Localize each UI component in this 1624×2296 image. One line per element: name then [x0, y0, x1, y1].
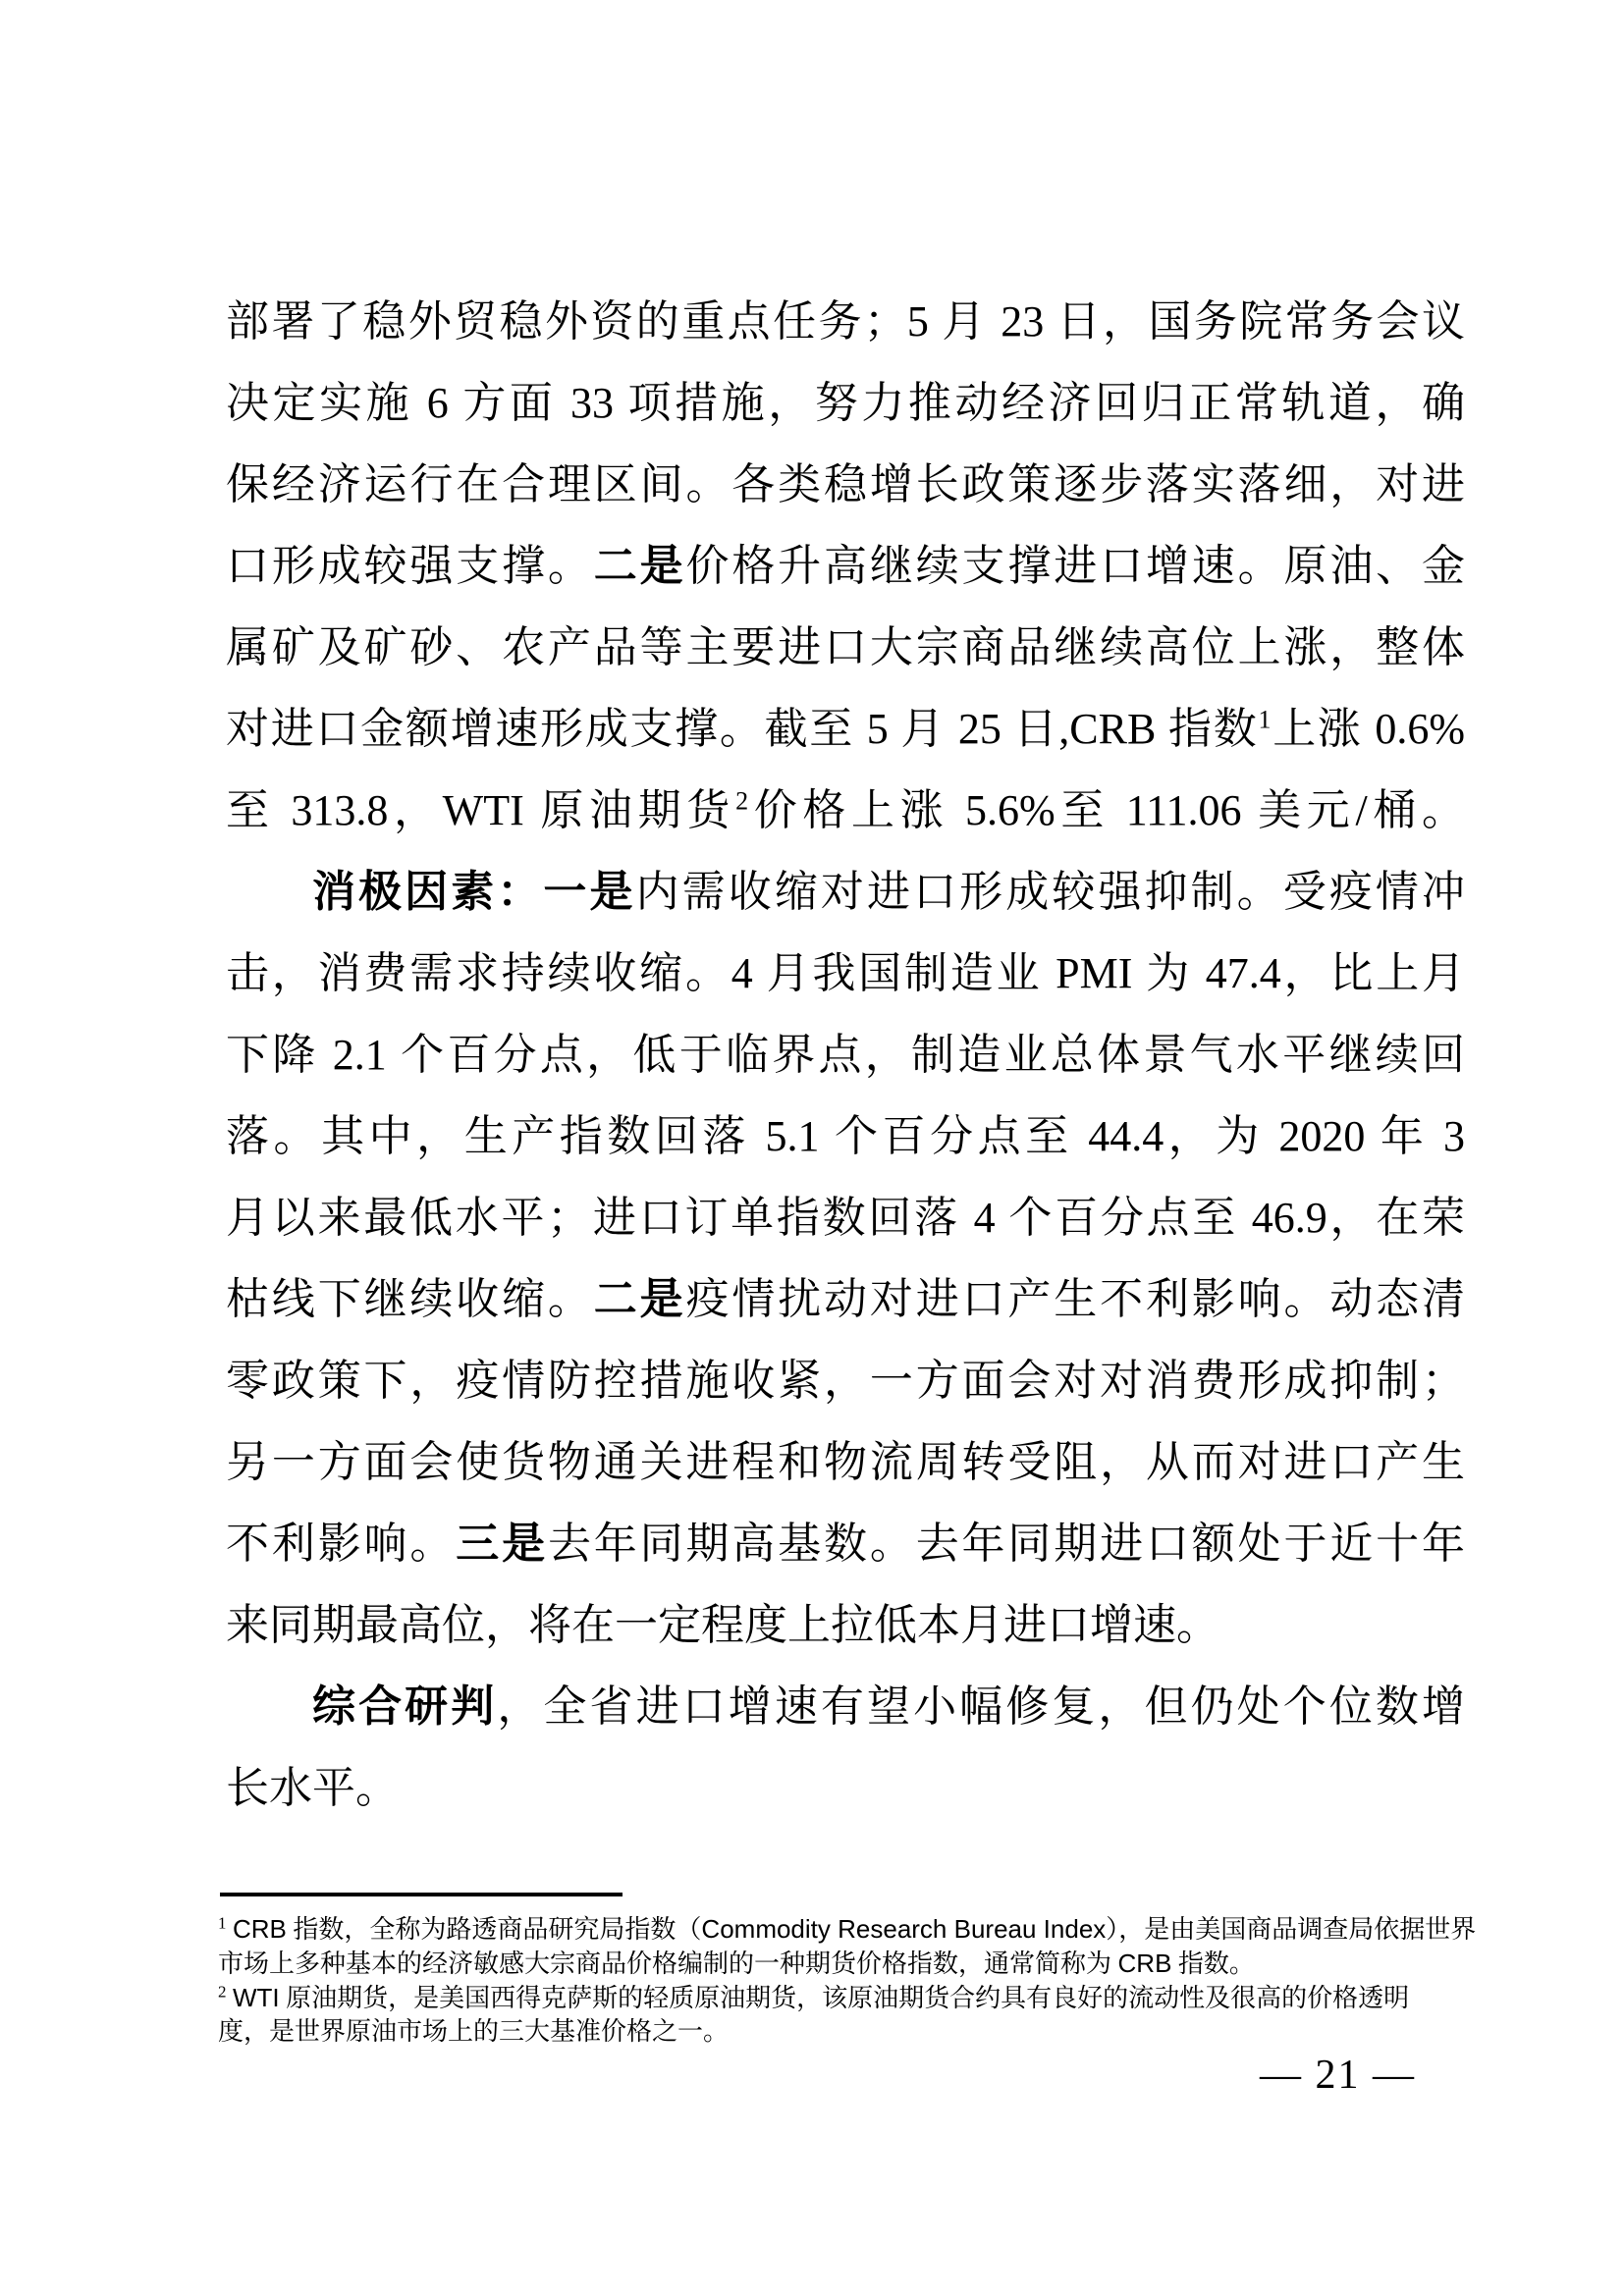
text-line — [226, 770, 1465, 851]
text-segment: ，全省进口增速有望小幅修复，但仍处个位数增 — [497, 1682, 1466, 1731]
text-segment: 决定实施 6 方面 33 项措施，努力推动经济回归正常轨道，确 — [226, 379, 1465, 427]
text-segment: 口形成较强支撑。 — [226, 542, 594, 590]
text-segment: 来同期最高位，将在一定程度上拉低本月进口增速。 — [226, 1601, 1219, 1649]
text-segment: 对进口金额增速形成支撑。截至 5 月 25 日,CRB 指数 — [226, 705, 1259, 753]
body-paragraph — [226, 851, 1465, 1666]
text-line — [226, 851, 1465, 933]
text-segment: WTI — [233, 1983, 280, 2012]
text-segment: 上涨 0.6% — [1271, 705, 1465, 753]
text-line — [226, 1095, 1465, 1177]
text-line — [218, 1947, 1408, 1981]
text-line — [226, 1421, 1465, 1503]
text-line — [226, 1747, 1465, 1829]
body-paragraph — [226, 1666, 1465, 1829]
text-line — [226, 1177, 1465, 1258]
footnote-ref: 1 — [218, 1913, 227, 1933]
text-line — [226, 362, 1465, 444]
document-body — [226, 281, 1465, 1829]
text-line — [226, 525, 1465, 607]
page-number: — 21 — — [1260, 2053, 1416, 2098]
text-segment: 指数。 — [1171, 1949, 1255, 1978]
text-segment: 零政策下，疫情防控措施收紧，一方面会对对消费形成抑制； — [226, 1357, 1465, 1405]
text-segment: 另一方面会使货物通关进程和物流周转受阻，从而对进口产生 — [226, 1438, 1465, 1486]
footnote-item — [218, 1912, 1477, 1981]
text-segment: 价格升高继续支撑进口增速。原油、金 — [685, 542, 1466, 590]
text-line — [226, 1014, 1465, 1095]
text-segment: 属矿及矿砂、农产品等主要进口大宗商品继续高位上涨，整体 — [226, 623, 1465, 671]
text-line — [226, 688, 1465, 770]
text-segment: 原油期货，是美国西得克萨斯的轻质原油期货，该原油期货合约具有良好的流动性及很高的价格透明 — [279, 1984, 1410, 2012]
footnote-ref: 1 — [1258, 705, 1272, 734]
text-segment: 价格上涨 5.6%至 111.06 美元/桶。 — [748, 786, 1465, 834]
footnote-separator — [220, 1893, 623, 1896]
text-segment: 部署了稳外贸稳外资的重点任务；5 月 23 日，国务院常务会议 — [226, 297, 1465, 346]
bold-text: 综合研判 — [312, 1682, 498, 1731]
text-segment: 度，是世界原油市场上的三大基准价格之一。 — [218, 2017, 730, 2046]
bold-text: 二是 — [593, 1275, 686, 1323]
bold-text: 消极因素：一是 — [312, 868, 636, 916]
footnote-list — [218, 1912, 1477, 2049]
bold-text: 三是 — [456, 1520, 548, 1568]
text-line — [226, 1503, 1465, 1584]
text-line — [218, 1912, 1477, 1947]
text-line — [226, 607, 1465, 688]
text-segment: 落。其中，生产指数回落 5.1 个百分点至 44.4，为 2020 年 3 — [226, 1112, 1465, 1160]
text-line — [226, 281, 1465, 362]
bold-text: 二是 — [593, 542, 686, 590]
body-paragraph — [226, 281, 1465, 851]
text-segment: 枯线下继续收缩。 — [226, 1275, 594, 1323]
text-line — [226, 1584, 1465, 1666]
text-segment: CRB — [233, 1914, 287, 1944]
text-segment: CRB — [1117, 1949, 1172, 1978]
text-segment: 击，消费需求持续收缩。4 月我国制造业 PMI 为 47.4，比上月 — [226, 949, 1465, 997]
footnote-ref: 2 — [218, 1982, 227, 2002]
text-line — [226, 1666, 1465, 1747]
footnote-ref: 2 — [735, 786, 749, 816]
text-line — [226, 1340, 1465, 1421]
text-segment: Commodity Research Bureau Index — [701, 1914, 1107, 1944]
text-segment: ），是由美国商品调查局依据世界 — [1106, 1915, 1477, 1944]
text-line — [226, 1258, 1465, 1340]
text-segment: 内需收缩对进口形成较强抑制。受疫情冲 — [635, 868, 1466, 916]
text-segment: 去年同期高基数。去年同期进口额处于近十年 — [547, 1520, 1466, 1568]
footnote-item — [218, 1981, 1408, 2049]
text-segment: 疫情扰动对进口产生不利影响。动态清 — [685, 1275, 1466, 1323]
text-line — [226, 444, 1465, 525]
text-segment: 月以来最低水平；进口订单指数回落 4 个百分点至 46.9，在荣 — [226, 1194, 1465, 1242]
text-segment: 指数，全称为路透商品研究局指数（ — [286, 1915, 702, 1944]
text-segment: 市场上多种基本的经济敏感大宗商品价格编制的一种期货价格指数，通常简称为 — [218, 1949, 1118, 1978]
text-segment: 保经济运行在合理区间。各类稳增长政策逐步落实落细，对进 — [226, 460, 1465, 508]
text-segment: 长水平。 — [226, 1764, 399, 1812]
text-line — [218, 1981, 1408, 2015]
text-segment: 不利影响。 — [226, 1520, 457, 1568]
text-line — [226, 933, 1465, 1014]
text-segment: 至 313.8，WTI 原油期货 — [226, 786, 736, 834]
footnote-section — [218, 1893, 1477, 2049]
text-line — [218, 2015, 1408, 2049]
text-segment: 下降 2.1 个百分点，低于临界点，制造业总体景气水平继续回 — [226, 1031, 1465, 1079]
